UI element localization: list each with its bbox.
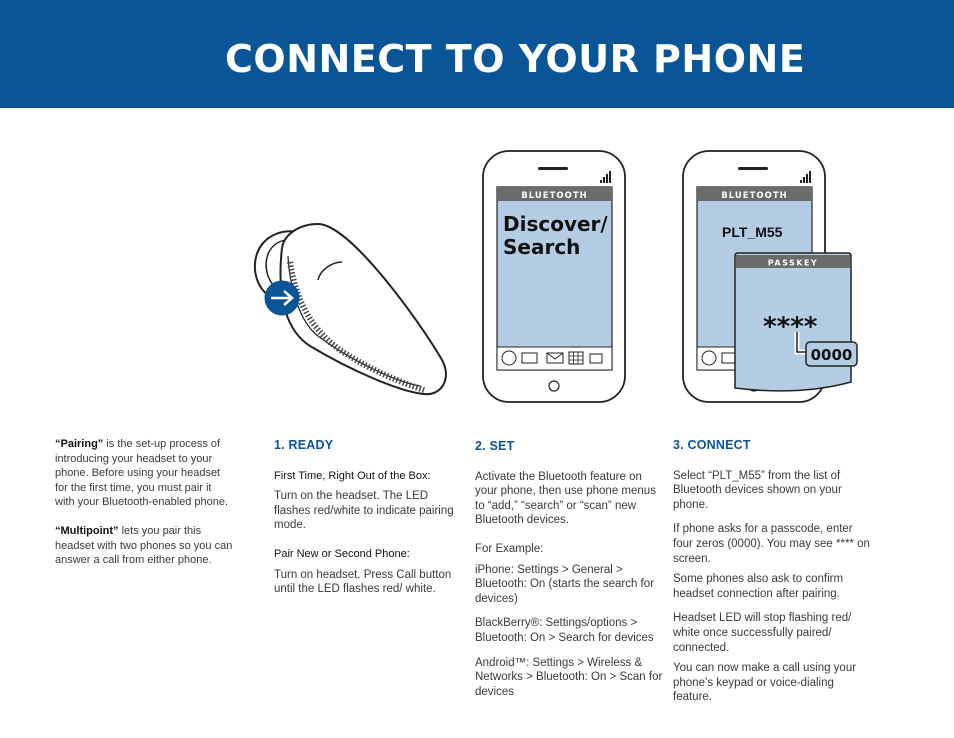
step-ready-column xyxy=(274,438,454,597)
pairing-text: is the set-up process of introducing your headset to your phone. Before using your headset for the first time, you must pair it with your Bluetooth-enabled phone. xyxy=(55,438,229,509)
multipoint-paragraph xyxy=(55,524,233,568)
step-set-iphone: iPhone: Settings > General > Bluetooth: On (starts the search for devices) xyxy=(475,563,654,605)
masked-passkey: **** xyxy=(763,312,818,342)
multipoint-term: “Multipoint” xyxy=(55,524,119,537)
step-connect-text3: Some phones also ask to confirm headset connection after pairing. xyxy=(673,573,844,600)
step-set-title: 2. SET xyxy=(475,439,515,453)
page-title: CONNECT TO YOUR PHONE xyxy=(225,37,806,81)
step-ready-sub2: Pair New or Second Phone: xyxy=(274,547,410,560)
passkey-label: PASSKEY xyxy=(767,258,819,268)
phone2-bar-label: BLUETOOTH xyxy=(721,191,788,201)
step-connect-text1: Select “PLT_M55” from the list of Bluetooth devices shown on your phone. xyxy=(673,469,842,511)
passkey-card xyxy=(735,253,857,391)
phone-connect xyxy=(683,151,857,402)
step-ready-text2: Turn on headset. Press Call button until the LED flashes red/ white. xyxy=(274,568,452,596)
step-ready-sub1: First Time, Right Out of the Box: xyxy=(274,469,431,482)
step-ready-text1: Turn on the headset. The LED flashes red/white to indicate pairing mode. xyxy=(274,490,454,532)
step-set-column xyxy=(475,439,665,699)
step-connect-text5: You can now make a call using your phone’s keypad or voice-dialing feature. xyxy=(673,662,857,704)
step-set-blackberry: BlackBerry®: Settings/options > Bluetooth: On > Search for devices xyxy=(475,617,654,644)
step-connect-text4: Headset LED will stop flashing red/ white once successfully paired/ connected. xyxy=(673,612,852,654)
multipoint-text: lets you pair this headset with two phones so you can answer a call from either phone. xyxy=(55,524,233,567)
headset-illustration xyxy=(255,224,446,394)
step-set-example: For Example: xyxy=(475,542,544,555)
step-connect-text2: If phone asks for a passcode, enter four zeros (0000). You may see **** on screen. xyxy=(673,523,870,565)
pairing-paragraph xyxy=(55,437,233,510)
step-set-text1: Activate the Bluetooth feature on your phone, then use phone menus to “add,” “search” or “scan” new Bluetooth devices. xyxy=(475,470,656,527)
intro-column xyxy=(55,437,233,568)
phone-discover xyxy=(483,151,625,402)
phone1-screen-line1: Discover/ xyxy=(503,212,608,236)
device-name: PLT_M55 xyxy=(722,224,783,240)
passkey-code: 0000 xyxy=(810,346,853,364)
phone1-bar-label: BLUETOOTH xyxy=(521,191,588,201)
step-connect-column xyxy=(673,438,873,705)
step-set-android: Android™: Settings > Wireless & Networks > Bluetooth: On > Scan for devices xyxy=(475,656,663,698)
pairing-term: “Pairing” xyxy=(55,438,104,450)
step-ready-title: 1. READY xyxy=(274,438,334,452)
phone1-screen-line2: Search xyxy=(503,235,581,259)
step-connect-title: 3. CONNECT xyxy=(673,438,751,452)
